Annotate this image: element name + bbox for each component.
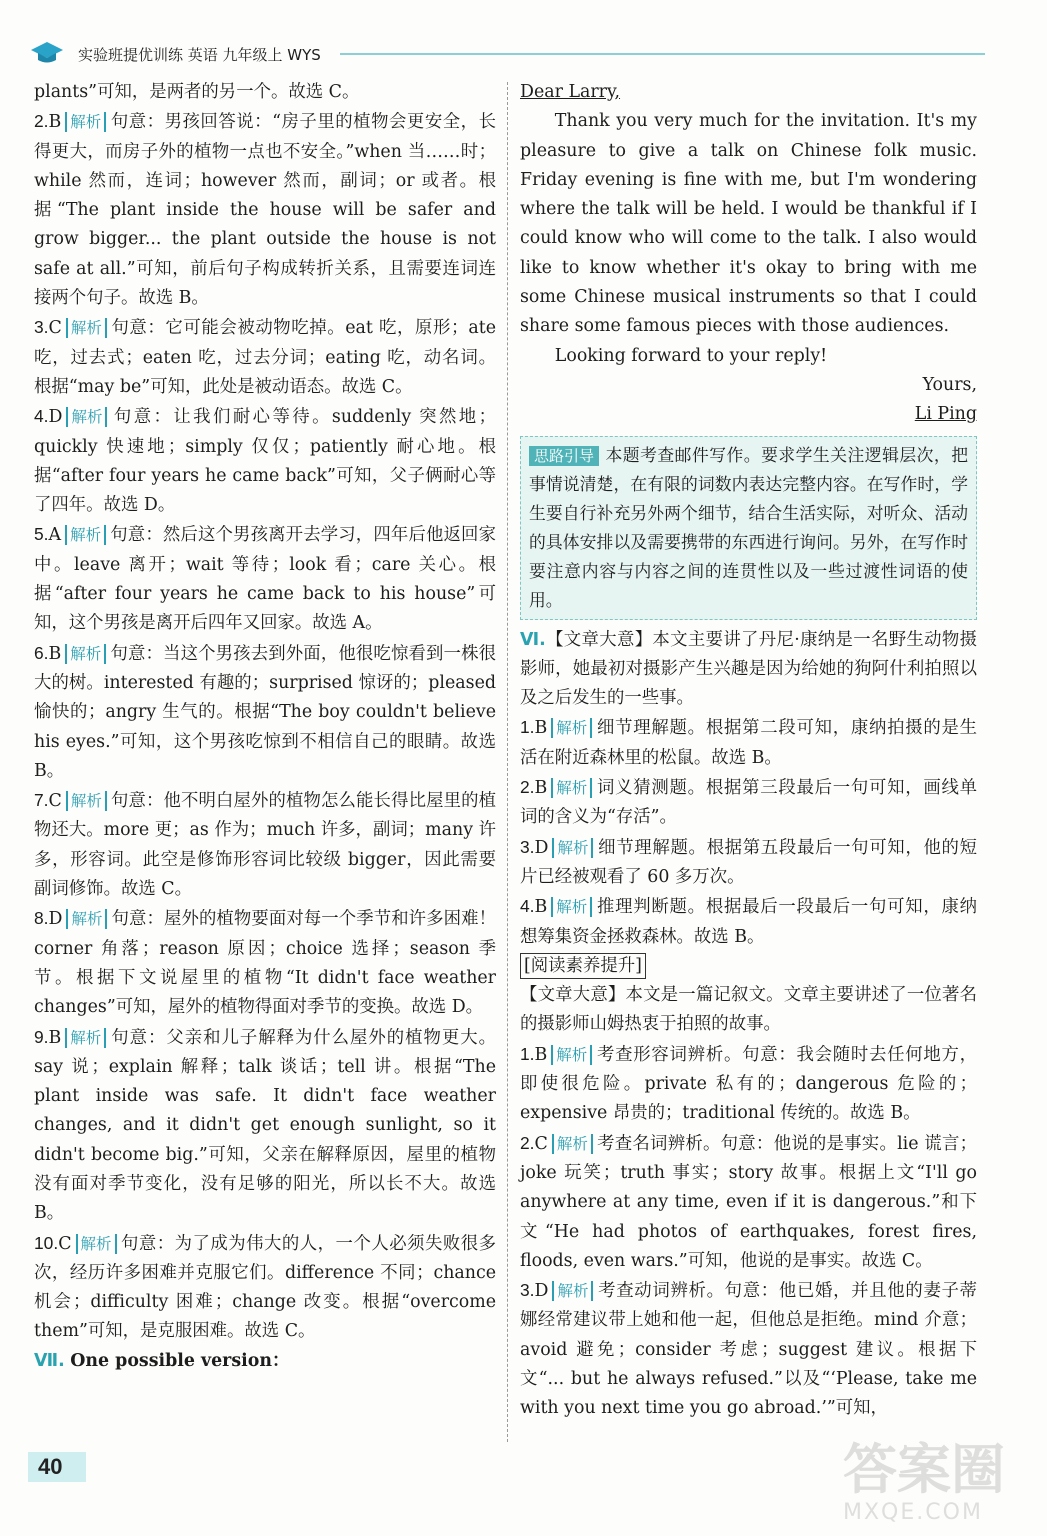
analysis-tag: 解析	[551, 897, 592, 917]
letter-signoff: Yours,	[922, 374, 977, 395]
answer-item: 1.B 解析 考查形容词辨析。句意：我会随时去任何地方，即使很危险。private 私有的；dangerous 危险的；expensive 昂贵的；traditional 传统的。故选 B。	[520, 1043, 977, 1124]
header-rule	[340, 53, 985, 55]
answer-item: 4.B 解析 推理判断题。根据最后一段最后一句可知，康纳想筹集资金拯救森林。故选 B。	[520, 896, 977, 947]
analysis-tag: 解析	[66, 791, 107, 811]
analysis-tag: 解析	[552, 1134, 593, 1154]
analysis-tag: 解析	[552, 1281, 593, 1301]
answer-item: 7.C 解析 句意：他不明白屋外的植物怎么能长得比屋里的植物还大。more 更；as 作为；much 许多，副词；many 许多，形容词。此空是修饰形容词比较级 bigger，因此需要副词修饰。故选 C。	[34, 790, 496, 900]
analysis-tag: 解析	[66, 909, 107, 929]
right-column	[520, 78, 977, 1424]
section-heading-7: Ⅶ. One possible version：	[34, 1350, 290, 1371]
column-divider	[507, 82, 508, 1442]
analysis-tag: 解析	[65, 112, 106, 132]
letter-greeting: Dear Larry,	[520, 82, 621, 102]
reading-section-heading: [阅读素养提升]	[520, 952, 977, 981]
answer-item: 2.C 解析 考查名词辨析。句意：他说的是事实。lie 谎言；joke 玩笑；truth 事实；story 故事。根据上文“I'll go anywhere at any time, even if it is dangerous.”和下文“He had photos of earthquakes, forest fires, floods, even wars.”可知，他说的是事实。故选 C。	[520, 1132, 977, 1271]
answer-item: 4.D 解析 句意：让我们耐心等待。suddenly 突然地；quickly 快速地；simply 仅仅；patiently 耐心地。根据“after four years he came back”可知，父子俩耐心等了四年。故选 D。	[34, 406, 496, 516]
book-title: 实验班提优训练 英语 九年级上 WYS	[78, 46, 321, 64]
thinking-guide-text: 本题考查邮件写作。要求学生关注逻辑层次，把事情说清楚，在有限的词数内表达完整内容。在写作时，学生要自行补充另外两个细节，结合生活实际，对听众、活动的具体安排以及需要携带的东西进行询问。另外，在写作时要注意内容与内容之间的连贯性以及一些过渡性词语的使用。	[529, 444, 968, 610]
answer-list-6	[520, 713, 977, 951]
thinking-guide-box	[520, 436, 977, 620]
answer-item: 6.B 解析 句意：当这个男孩去到外面，他很吃惊看到一株很大的树。interested 有趣的；surprised 惊讶的；pleased 愉快的；angry 生气的。根据“The boy couldn't believe his eyes.”可知，这个男孩吃惊到不相信自己的眼睛。故选 B。	[34, 642, 496, 781]
page-number: 40	[28, 1452, 86, 1482]
reading-summary: 【文章大意】本文是一篇记叙文。文章主要讲述了一位著名的摄影师山姆热衷于拍照的故事。	[520, 985, 977, 1035]
section-summary-6: Ⅵ.【文章大意】本文主要讲了丹尼·康纳是一名野生动物摄影师，她最初对摄影产生兴趣是因为给她的狗阿什利拍照以及之后发生的一些事。	[520, 629, 977, 709]
analysis-tag: 解析	[551, 1045, 592, 1065]
analysis-tag: 解析	[66, 318, 107, 338]
graduation-cap-icon	[30, 40, 64, 66]
letter-body: Thank you very much for the invitation. It's my pleasure to give a talk on Chinese folk music. Friday evening is fine with me, but I'm wondering where the talk will be held. I would be thankful if I could know who will come to the talk. I also would like to know whether it's okay to bring with me some Chinese musical instruments so that I could share some famous pieces with those audiences.	[520, 111, 977, 337]
answer-list-7	[520, 1040, 977, 1424]
answer-item: 2.B 解析 句意：男孩回答说：“房子里的植物会更安全，长得更大，而房子外的植物一点也不安全。”when 当……时；while 然而，连词；however 然而，副词；or 或者。根据“The plant inside the house will be safer and grow bigger... the plant outside the house is not safe at all.”可知，前后句子构成转折关系，且需要连词连接两个句子。故选 B。	[34, 111, 496, 309]
analysis-tag: 解析	[76, 1234, 117, 1254]
letter-name: Li Ping	[914, 404, 977, 425]
answer-item: 9.B 解析 句意：父亲和儿子解释为什么屋外的植物更大。say 说；explain 解释；talk 谈话；tell 讲。根据“The plant inside was safe. It didn't face weather changes, and it didn't get enough sunlight, so it didn't become big.”可知，父亲在解释原因，屋里的植物没有面对季节变化，没有足够的阳光，所以长不大。故选 B。	[34, 1026, 496, 1224]
analysis-tag: 解析	[65, 525, 106, 545]
continued-text: plants”可知，是两者的另一个。故选 C。	[34, 82, 360, 102]
answer-item: 8.D 解析 句意：屋外的植物要面对每一个季节和许多困难！corner 角落；reason 原因；choice 选择；season 季节。根据下文说屋里的植物“It didn't face weather changes”可知，屋外的植物得面对季节的变换。故选 D。	[34, 908, 496, 1018]
analysis-tag: 解析	[65, 1028, 106, 1048]
analysis-tag: 解析	[551, 718, 592, 738]
thinking-guide-tag: 思路引导	[529, 446, 599, 466]
letter-closing: Looking forward to your reply!	[554, 345, 828, 366]
analysis-tag: 解析	[65, 644, 106, 664]
answer-item: 5.A 解析 句意：然后这个男孩离开去学习，四年后他返回家中。leave 离开；wait 等待；look 看；care 关心。根据“after four years he came back to his house”可知，这个男孩是离开后四年又回家。故选 A。	[34, 524, 496, 634]
page-header	[30, 38, 980, 72]
analysis-tag: 解析	[66, 407, 107, 427]
left-column	[34, 78, 496, 1376]
analysis-tag: 解析	[551, 778, 592, 798]
sample-letter	[520, 78, 977, 430]
answer-item: 2.B 解析 词义猜测题。根据第三段最后一句可知，画线单词的含义为“存活”。	[520, 777, 977, 828]
answer-item: 3.D 解析 考查动词辨析。句意：他已婚，并且他的妻子蒂娜经常建议带上她和他一起，但他总是拒绝。mind 介意；avoid 避免；consider 考虑；suggest 建议。根据下文“... but he always refused.”以及“‘Please, take me with you next time you go abroad.’”可知，	[520, 1280, 977, 1419]
watermark: 答案圈 MXQE.COM	[843, 1438, 1005, 1525]
answer-list-left	[34, 107, 496, 1346]
answer-item: 10.C 解析 句意：为了成为伟大的人，一个人必须失败很多次，经历许多困难并克服它们。difference 不同；chance 机会；difficulty 困难；change 改变。根据“overcome them”可知，是克服困难。故选 C。	[34, 1232, 496, 1342]
analysis-tag: 解析	[552, 838, 593, 858]
answer-item: 1.B 解析 细节理解题。根据第二段可知，康纳拍摄的是生活在附近森林里的松鼠。故选 B。	[520, 717, 977, 768]
answer-item: 3.C 解析 句意：它可能会被动物吃掉。eat 吃，原形；ate 吃，过去式；eaten 吃，过去分词；eating 吃，动名词。根据“may be”可知，此处是被动语态。故选 C。	[34, 317, 496, 397]
answer-item: 3.D 解析 细节理解题。根据第五段最后一句可知，他的短片已经被观看了 60 多万次。	[520, 836, 977, 887]
